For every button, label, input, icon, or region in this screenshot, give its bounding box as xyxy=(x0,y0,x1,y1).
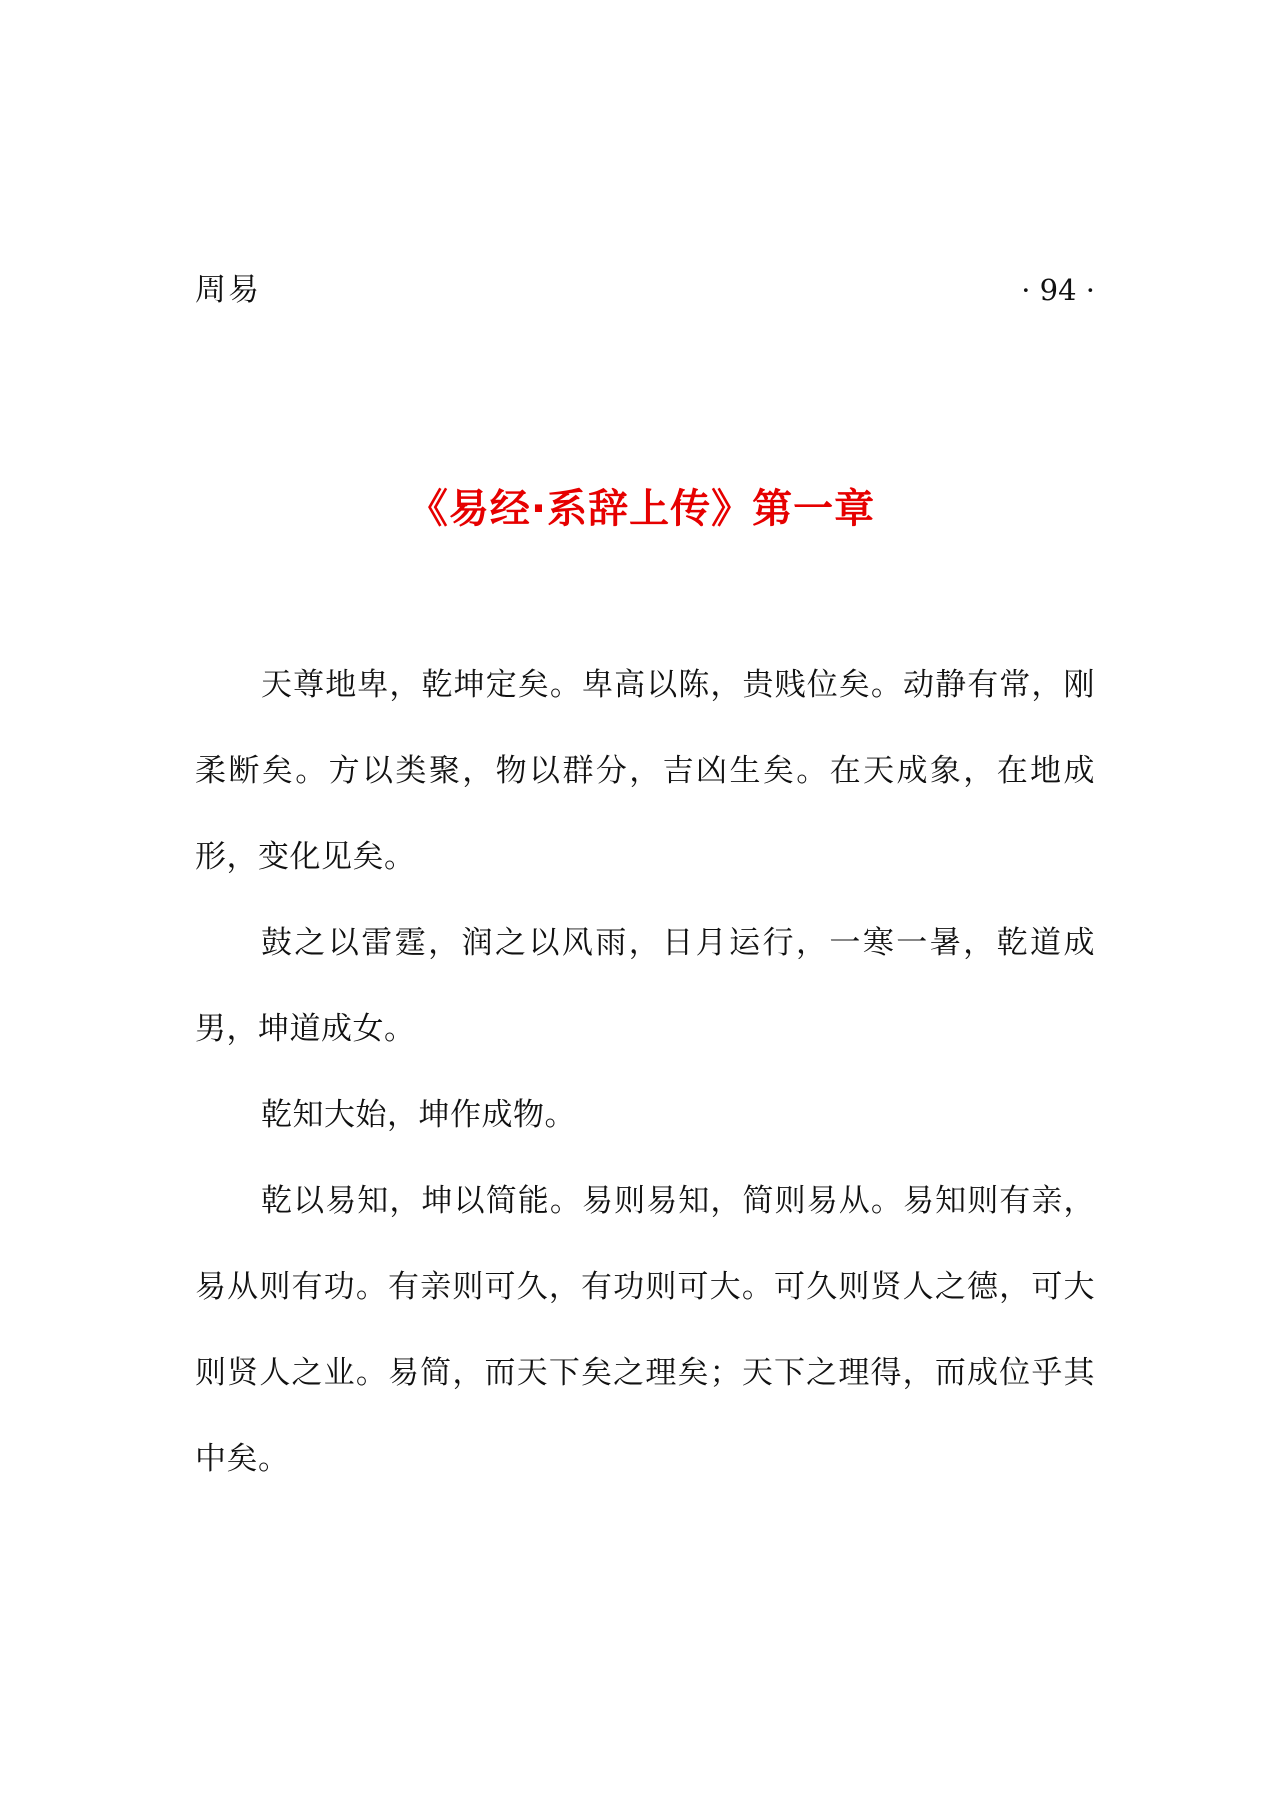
book-title: 周易 xyxy=(195,272,261,308)
paragraph-4: 乾以易知，坤以简能。易则易知，简则易从。易知则有亲，易从则有功。有亲则可久，有功则可大。可久则贤人之德，可大则贤人之业。易简，而天下矣之理矣；天下之理得，而成位乎其中矣。 xyxy=(195,1183,1095,1477)
page-number: · 94 · xyxy=(1021,273,1095,307)
running-header xyxy=(195,268,1095,312)
chapter-body xyxy=(195,642,1095,1502)
paragraph-3: 乾知大始，坤作成物。 xyxy=(261,1097,576,1133)
chapter-title: 《易经·系辞上传》第一章 xyxy=(407,485,876,532)
paragraph-2: 鼓之以雷霆，润之以风雨，日月运行，一寒一暑，乾道成男，坤道成女。 xyxy=(195,925,1095,1047)
paragraph-1: 天尊地卑，乾坤定矣。卑高以陈，贵贱位矣。动静有常，刚柔断矣。方以类聚，物以群分，吉凶生矣。在天成象，在地成形，变化见矣。 xyxy=(195,667,1095,875)
